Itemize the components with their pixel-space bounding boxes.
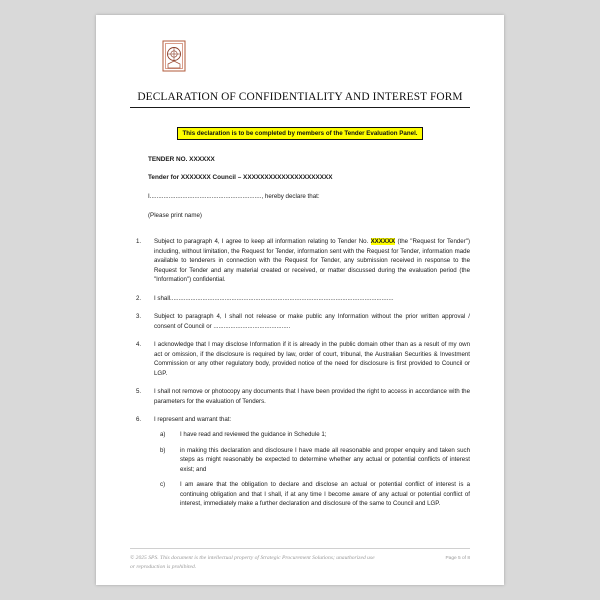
highlight-notice-row [130, 122, 470, 140]
subclause-number: a) [160, 430, 166, 438]
clause-highlight: XXXXXX [370, 238, 396, 245]
clause-item [130, 387, 470, 406]
clause-text-after: (the "Request for Tender") including, without limitation, the Request for Tender, information sent with the Request for Tender, information made available to tenderers in connection with the Request for Tender, any submission received in response to the Request for Tender and any material created or received, or matter discussed during the evaluation period (the "Information") confidential. [154, 238, 470, 284]
print-name-hint: (Please print name) [148, 212, 202, 219]
clause-number: 4. [136, 341, 142, 349]
clause-text: I shall not remove or photocopy any documents that I have been provided the right to access in accordance with the parameters for the evaluation of Tenders. [154, 388, 470, 405]
page-title: DECLARATION OF CONFIDENTIALITY AND INTEREST FORM [130, 91, 470, 108]
tender-number: TENDER NO. XXXXXX [148, 156, 215, 163]
clause-item [130, 340, 470, 378]
clause-item [130, 415, 470, 508]
subclause-list [154, 430, 470, 509]
subclause-item [154, 446, 470, 475]
clause-text-before: Subject to paragraph 4, I agree to keep all information relating to Tender No. [154, 238, 371, 245]
subclause-text: I am aware that the obligation to declare and disclose an actual or potential conflict of interest is a continuing obligation and that I shall, if at any time I become aware of any actual or potential conflict of interest, immediately make a further declaration and disclosure of the same to Council and LGP. [180, 481, 470, 508]
document-page [96, 15, 504, 585]
clause-number: 2. [136, 294, 142, 302]
subclause-number: b) [160, 446, 166, 454]
clause-item [130, 294, 470, 304]
crest-logo-icon [156, 37, 192, 75]
footer-copyright: © 2025 SPS. This document is the intellectual property of Strategic Procurement Solutions; unauthorized use or reproduction is prohibited. [130, 555, 375, 570]
page-footer [96, 548, 504, 571]
subclause-number: c) [160, 481, 166, 489]
subclause-item [154, 430, 470, 440]
clause-item [130, 312, 470, 331]
highlight-notice: This declaration is to be completed by members of the Tender Evaluation Panel. [177, 127, 422, 140]
subclause-item [154, 480, 470, 509]
clause-number: 3. [136, 313, 142, 321]
clause-text: I represent and warrant that: [154, 416, 232, 424]
clause-text: Subject to paragraph 4, I shall not release or make public any Information without the prior written approval / consent of Council or ............................................. [154, 313, 470, 330]
footer-page-number: Page 5 of 8 [445, 556, 470, 562]
clause-number: 5. [136, 388, 142, 396]
clause-text: I shall................................................................................................................................... [154, 294, 394, 302]
clause-list [130, 237, 470, 509]
subclause-text: I have read and reviewed the guidance in Schedule 1; [180, 430, 327, 438]
declaration-name-line: I................................................................., hereby declare that: [148, 193, 320, 200]
tender-for: Tender for XXXXXXX Council – XXXXXXXXXXXXXXXXXXXXX [148, 174, 333, 181]
document-body [130, 156, 470, 509]
subclause-text: in making this declaration and disclosure I have made all reasonable and proper enquiry and taken such steps as might reasonably be expected to determine whether any actual or potential conflicts of interest exist; and [180, 446, 470, 473]
clause-item [130, 237, 470, 285]
clause-number: 1. [136, 238, 142, 245]
footer-divider [130, 548, 470, 549]
clause-text: I acknowledge that I may disclose Information if it is already in the public domain other than as a result of my own act or omission, if the disclosure is required by law, order of court, tribunal, the Australian Securities & Investment Commission or any other regulatory body, provided notice of the need for disclosure is first provided to Council or LGP. [154, 341, 470, 377]
clause-number: 6. [136, 416, 142, 424]
